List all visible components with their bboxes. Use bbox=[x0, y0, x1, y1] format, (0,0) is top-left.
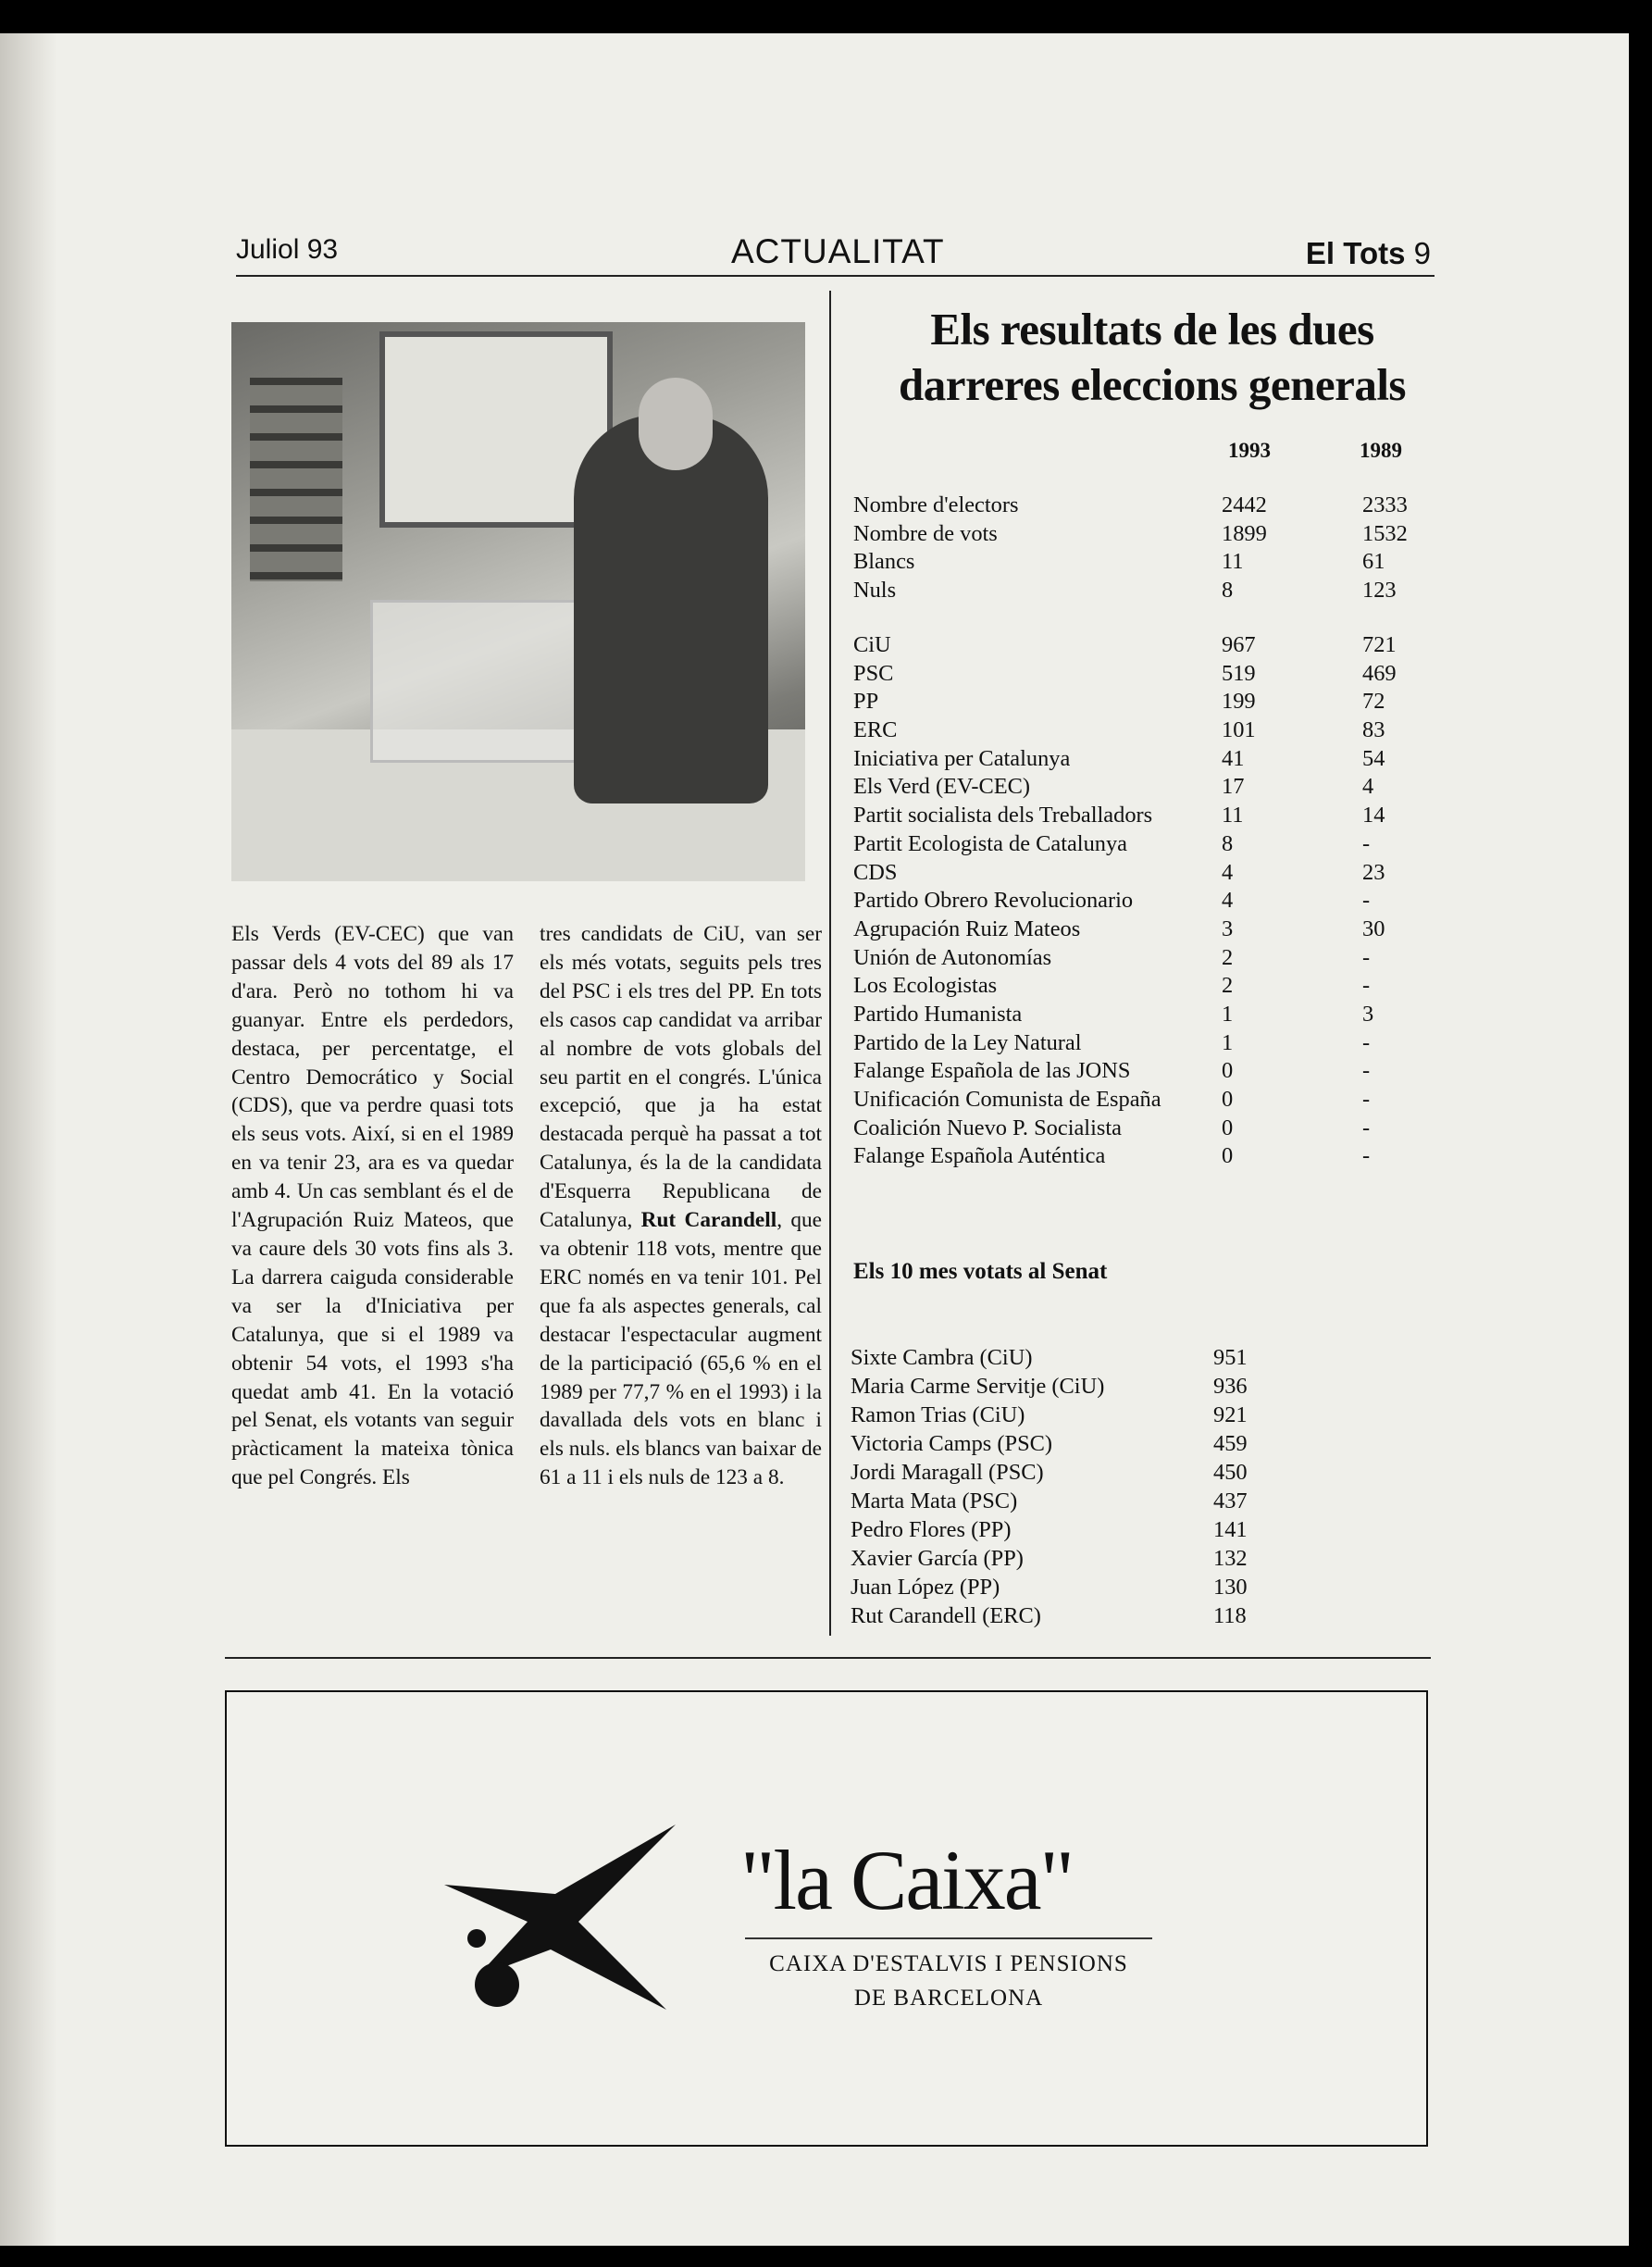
candidate-votes: 118 bbox=[1213, 1603, 1247, 1628]
votes-1989: - bbox=[1362, 888, 1371, 914]
result-row bbox=[853, 549, 1446, 578]
party-name: Coalición Nuevo P. Socialista bbox=[853, 1115, 1122, 1140]
votes-1989: 3 bbox=[1362, 1001, 1374, 1027]
candidate-votes: 951 bbox=[1213, 1345, 1248, 1370]
result-row bbox=[853, 774, 1446, 803]
party-name: Partit socialista dels Treballadors bbox=[853, 803, 1153, 828]
votes-1993: 41 bbox=[1222, 745, 1245, 771]
section-divider bbox=[225, 1657, 1431, 1659]
party-name: Blancs bbox=[853, 549, 915, 575]
votes-1993: 0 bbox=[1222, 1143, 1234, 1169]
candidate-name: Victoria Camps (PSC) bbox=[851, 1431, 1053, 1456]
senate-row bbox=[851, 1603, 1443, 1632]
candidate-votes: 141 bbox=[1213, 1517, 1248, 1542]
candidate-name: Maria Carme Servitje (CiU) bbox=[851, 1374, 1105, 1399]
result-row bbox=[853, 1143, 1446, 1172]
result-row bbox=[853, 717, 1446, 746]
result-row bbox=[853, 1115, 1446, 1144]
magazine-page bbox=[0, 33, 1629, 2246]
candidate-name: Ramon Trias (CiU) bbox=[851, 1402, 1025, 1427]
article-column-1 bbox=[231, 920, 514, 1492]
candidate-name: Juan López (PP) bbox=[851, 1575, 1000, 1600]
senate-row bbox=[851, 1517, 1443, 1546]
results-title: Els resultats de les dues darreres eleccions generals bbox=[898, 304, 1406, 410]
party-results-table bbox=[853, 632, 1446, 1172]
publication-page bbox=[1306, 236, 1431, 271]
result-row bbox=[853, 1087, 1446, 1115]
votes-1993: 2 bbox=[1222, 973, 1234, 999]
votes-1993: 8 bbox=[1222, 830, 1234, 856]
party-name: Partido Obrero Revolucionario bbox=[853, 888, 1134, 914]
votes-1989: 469 bbox=[1362, 660, 1397, 686]
candidate-name: Jordi Maragall (PSC) bbox=[851, 1460, 1044, 1485]
votes-1989: 30 bbox=[1362, 916, 1385, 941]
party-name: Nombre d'electors bbox=[853, 492, 1019, 517]
highlighted-name: Rut Carandell bbox=[640, 1208, 777, 1233]
year-header-1989: 1989 bbox=[1360, 439, 1402, 462]
candidate-name: Xavier García (PP) bbox=[851, 1546, 1024, 1571]
senate-row bbox=[851, 1402, 1443, 1431]
party-name: Falange Española de las JONS bbox=[853, 1058, 1131, 1084]
party-name: Falange Española Auténtica bbox=[853, 1143, 1106, 1169]
votes-1989: - bbox=[1362, 973, 1371, 999]
candidate-name: Sixte Cambra (CiU) bbox=[851, 1345, 1033, 1370]
senate-row bbox=[851, 1460, 1443, 1488]
candidate-votes: 132 bbox=[1213, 1546, 1248, 1571]
article-text: tres candidats de CiU, van ser els més votats, seguits pels tres del PSC i els tres del PP. En tots els casos cap candidat va arribar al nombre de vots globals del seu partit en el congrés. L'única excepció, que ja ha estat destacada perquè ha passat a tot Catalunya, és la de la candidata d'Esquerra Republicana de Catalunya, Rut Carandell, que va obtenir 118 vots, mentre que ERC només en va tenir 101. Pel que fa als aspectes generals, cal destacar l'espectacular augment de la participació (65,6 % en el 1989 per 77,7 % en el 1993) i la davallada dels vots en blanc i els nuls. els blancs van baixar de 61 a 11 i els nuls de 123 a 8. bbox=[540, 922, 822, 1490]
result-row bbox=[853, 746, 1446, 775]
votes-1989: 721 bbox=[1362, 632, 1397, 657]
section-title: ACTUALITAT bbox=[731, 232, 945, 270]
votes-1989: 54 bbox=[1362, 745, 1385, 771]
party-name: Agrupación Ruiz Mateos bbox=[853, 916, 1081, 941]
votes-1993: 1 bbox=[1222, 1029, 1234, 1055]
party-name: CDS bbox=[853, 859, 898, 885]
votes-1993: 2 bbox=[1222, 944, 1234, 970]
votes-1993: 101 bbox=[1222, 717, 1256, 743]
party-name: Els Verd (EV-CEC) bbox=[853, 774, 1031, 800]
result-row bbox=[853, 521, 1446, 550]
votes-1993: 199 bbox=[1222, 689, 1256, 715]
ad-brand: "la Caixa" bbox=[740, 1833, 1074, 1927]
senate-row bbox=[851, 1575, 1443, 1603]
votes-1989: 123 bbox=[1362, 578, 1397, 604]
page-header bbox=[236, 223, 1435, 277]
candidate-name: Marta Mata (PSC) bbox=[851, 1488, 1018, 1513]
votes-1989: - bbox=[1362, 1143, 1371, 1169]
result-row bbox=[853, 632, 1446, 661]
party-name: PSC bbox=[853, 660, 894, 686]
result-row bbox=[853, 578, 1446, 606]
votes-1989: 1532 bbox=[1362, 520, 1408, 546]
article-text: Els Verds (EV-CEC) que van passar dels 4 vots del 89 als 17 d'ara. Però no tothom hi va guanyar. Entre els perdedors, destaca, per percentatge, el Centro Democrático y Social (CDS), que va perdre quasi tots els seus vots. Així, si en el 1989 en va tenir 23, ara es va quedar amb 4. Un cas semblant és el de l'Agrupación Ruiz Mateos, que va caure dels 30 vots fins als 3. La darrera caiguda considerable va ser la d'Iniciativa per Catalunya, que si el 1989 va obtenir 54 vots, el 1993 s'ha quedat amb 41. En la votació pel Senat, els votants van seguir pràcticament la mateixa tònica que pel Congrés. Els bbox=[231, 922, 514, 1490]
result-row bbox=[853, 803, 1446, 831]
candidate-votes: 921 bbox=[1213, 1402, 1248, 1427]
candidate-votes: 450 bbox=[1213, 1460, 1248, 1485]
votes-1989: - bbox=[1362, 1029, 1371, 1055]
result-row bbox=[853, 661, 1446, 690]
votes-1989: 2333 bbox=[1362, 492, 1408, 517]
party-name: CiU bbox=[853, 632, 891, 657]
result-row bbox=[853, 1002, 1446, 1030]
result-row bbox=[853, 831, 1446, 860]
votes-1993: 2442 bbox=[1222, 492, 1267, 517]
party-name: Unificación Comunista de España bbox=[853, 1087, 1161, 1112]
party-name: Partit Ecologista de Catalunya bbox=[853, 830, 1127, 856]
party-name: Los Ecologistas bbox=[853, 973, 998, 999]
issue-date: Juliol 93 bbox=[236, 234, 339, 265]
party-name: PP bbox=[853, 689, 879, 715]
result-row bbox=[853, 888, 1446, 916]
publication-name: El Tots bbox=[1305, 236, 1406, 270]
party-name: Partido de la Ley Natural bbox=[853, 1029, 1082, 1055]
result-row bbox=[853, 492, 1446, 521]
votes-1989: 61 bbox=[1362, 549, 1385, 575]
votes-1993: 1 bbox=[1222, 1001, 1234, 1027]
star-logo-icon bbox=[440, 1820, 680, 2024]
result-row bbox=[853, 1030, 1446, 1059]
party-name: Partido Humanista bbox=[853, 1001, 1023, 1027]
ad-subtitle-1: CAIXA D'ESTALVIS I PENSIONS bbox=[769, 1951, 1128, 1976]
senate-row bbox=[851, 1345, 1443, 1374]
ad-divider bbox=[745, 1937, 1152, 1939]
votes-1989: - bbox=[1362, 830, 1371, 856]
votes-1993: 4 bbox=[1222, 888, 1234, 914]
candidate-votes: 437 bbox=[1213, 1488, 1248, 1513]
senate-row bbox=[851, 1488, 1443, 1517]
election-photo bbox=[231, 322, 805, 881]
candidate-name: Pedro Flores (PP) bbox=[851, 1517, 1012, 1542]
senate-results-table bbox=[851, 1345, 1443, 1632]
party-name: Nuls bbox=[853, 578, 897, 604]
party-name: Iniciativa per Catalunya bbox=[853, 745, 1071, 771]
senate-title: Els 10 mes votats al Senat bbox=[853, 1259, 1108, 1284]
votes-1989: 72 bbox=[1362, 689, 1385, 715]
votes-1993: 0 bbox=[1222, 1058, 1234, 1084]
votes-1993: 17 bbox=[1222, 774, 1245, 800]
result-row bbox=[853, 916, 1446, 945]
party-name: ERC bbox=[853, 717, 898, 743]
votes-1989: 83 bbox=[1362, 717, 1385, 743]
senate-row bbox=[851, 1374, 1443, 1402]
votes-1993: 4 bbox=[1222, 859, 1234, 885]
senate-row bbox=[851, 1431, 1443, 1460]
votes-1993: 0 bbox=[1222, 1115, 1234, 1140]
votes-1989: - bbox=[1362, 1115, 1371, 1140]
summary-table bbox=[853, 492, 1446, 606]
result-row bbox=[853, 1058, 1446, 1087]
result-row bbox=[853, 945, 1446, 974]
result-row bbox=[853, 860, 1446, 889]
candidate-votes: 459 bbox=[1213, 1431, 1248, 1456]
article-column-2 bbox=[540, 920, 822, 1492]
page-number: 9 bbox=[1413, 236, 1431, 270]
result-row bbox=[853, 973, 1446, 1002]
year-header-1993: 1993 bbox=[1228, 439, 1271, 462]
party-name: Unión de Autonomías bbox=[853, 944, 1052, 970]
votes-1993: 519 bbox=[1222, 660, 1256, 686]
column-divider bbox=[829, 291, 831, 1636]
votes-1993: 0 bbox=[1222, 1087, 1234, 1112]
votes-1989: - bbox=[1362, 1087, 1371, 1112]
votes-1989: 23 bbox=[1362, 859, 1385, 885]
votes-1993: 3 bbox=[1222, 916, 1234, 941]
candidate-votes: 936 bbox=[1213, 1374, 1248, 1399]
votes-1993: 11 bbox=[1222, 803, 1244, 828]
votes-1989: 4 bbox=[1362, 774, 1374, 800]
candidate-name: Rut Carandell (ERC) bbox=[851, 1603, 1041, 1628]
votes-1993: 967 bbox=[1222, 632, 1256, 657]
votes-1993: 11 bbox=[1222, 549, 1244, 575]
votes-1989: - bbox=[1362, 944, 1371, 970]
votes-1993: 8 bbox=[1222, 578, 1234, 604]
result-row bbox=[853, 689, 1446, 717]
advertisement bbox=[225, 1690, 1428, 2147]
party-name: Nombre de vots bbox=[853, 520, 998, 546]
senate-row bbox=[851, 1546, 1443, 1575]
votes-1989: - bbox=[1362, 1058, 1371, 1084]
votes-1989: 14 bbox=[1362, 803, 1385, 828]
page-spine bbox=[0, 33, 57, 2246]
ad-subtitle-2: DE BARCELONA bbox=[853, 1986, 1044, 2011]
votes-1993: 1899 bbox=[1222, 520, 1267, 546]
candidate-votes: 130 bbox=[1213, 1575, 1248, 1600]
